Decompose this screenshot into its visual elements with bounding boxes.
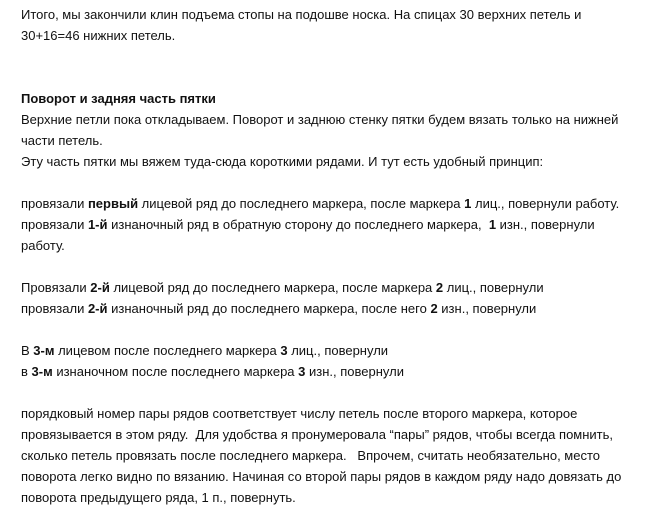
stitch-count: 1 <box>464 196 472 211</box>
row-number: 2-й <box>90 280 110 295</box>
text-run: изнаночный ряд до последнего маркера, после него <box>107 301 431 316</box>
text-run: лиц., повернули работу. <box>471 196 620 211</box>
text-run: лицевой ряд до последнего маркера, после маркера <box>138 196 465 211</box>
row-number: 3-м <box>33 343 55 358</box>
text-line: поворота предыдущего ряда, 1 п., повернуть. <box>21 490 296 505</box>
row-number: 1-й <box>87 217 108 232</box>
instruction-line <box>21 298 653 319</box>
section-paragraph <box>21 88 653 172</box>
spacer <box>21 46 653 88</box>
spacer <box>21 256 653 277</box>
text-line: провязывается в этом ряду. Для удобства я пронумеровала “пары” рядов, чтобы всегда помнить, <box>21 427 614 442</box>
text-line: части петель. <box>21 133 103 148</box>
row-pair-2 <box>21 277 653 319</box>
text-run: изнаночном после последнего маркера <box>52 364 299 379</box>
text-run: провязали <box>21 301 88 316</box>
text-run: Провязали <box>21 280 91 295</box>
text-line: Итого, мы закончили клин подъема стопы на подошве носка. На спицах 30 верхних петель и <box>21 7 582 22</box>
instruction-line <box>21 340 653 361</box>
instruction-line: работу. <box>21 238 65 253</box>
row-number: 3-м <box>31 364 53 379</box>
row-number: первый <box>87 196 139 211</box>
text-run: в <box>21 364 32 379</box>
text-line: Верхние петли пока откладываем. Поворот и заднюю стенку пятки будем вязать только на нижней <box>21 112 619 127</box>
text-run: изн., повернули <box>496 217 595 232</box>
row-pair-3 <box>21 340 653 382</box>
instruction-line <box>21 277 653 298</box>
text-run: В <box>21 343 34 358</box>
text-run: лиц., повернули <box>287 343 389 358</box>
intro-paragraph <box>21 4 653 46</box>
text-run: провязали <box>21 217 88 232</box>
instruction-line <box>21 193 653 214</box>
text-line: поворота легко видно по вязанию. Начиная со второй пары рядов в каждом ряду надо довязать до <box>21 469 622 484</box>
text-run: изн., повернули <box>305 364 404 379</box>
text-run: изн., повернули <box>437 301 537 316</box>
text-line: сколько петель провязать после последнего маркера. Впрочем, считать необязательно, место <box>21 448 601 463</box>
text-run: изнаночный ряд в обратную сторону до последнего маркера, <box>107 217 489 232</box>
stitch-count: 2 <box>430 301 438 316</box>
stitch-count: 1 <box>488 217 497 232</box>
stitch-count: 3 <box>280 343 288 358</box>
instruction-line <box>21 361 653 382</box>
spacer <box>21 319 653 340</box>
text-run: лиц., повернули <box>443 280 544 295</box>
stitch-count: 2 <box>435 280 444 295</box>
spacer <box>21 382 653 403</box>
row-pair-1 <box>21 193 653 256</box>
stitch-count: 3 <box>298 364 306 379</box>
summary-paragraph <box>21 403 653 508</box>
spacer <box>21 172 653 193</box>
text-line: порядковый номер пары рядов соответствует числу петель после второго маркера, которое <box>21 406 578 421</box>
section-heading-text: Поворот и задняя часть пятки <box>21 91 216 106</box>
row-number: 2-й <box>87 301 108 316</box>
text-run: лицевом после последнего маркера <box>54 343 281 358</box>
section-heading <box>21 88 653 109</box>
text-run: провязали <box>21 196 88 211</box>
text-run: лицевой ряд до последнего маркера, после маркера <box>109 280 436 295</box>
instruction-line <box>21 214 653 235</box>
text-line: 30+16=46 нижних петель. <box>21 28 176 43</box>
text-line: Эту часть пятки мы вяжем туда-сюда короткими рядами. И тут есть удобный принцип: <box>21 154 544 169</box>
